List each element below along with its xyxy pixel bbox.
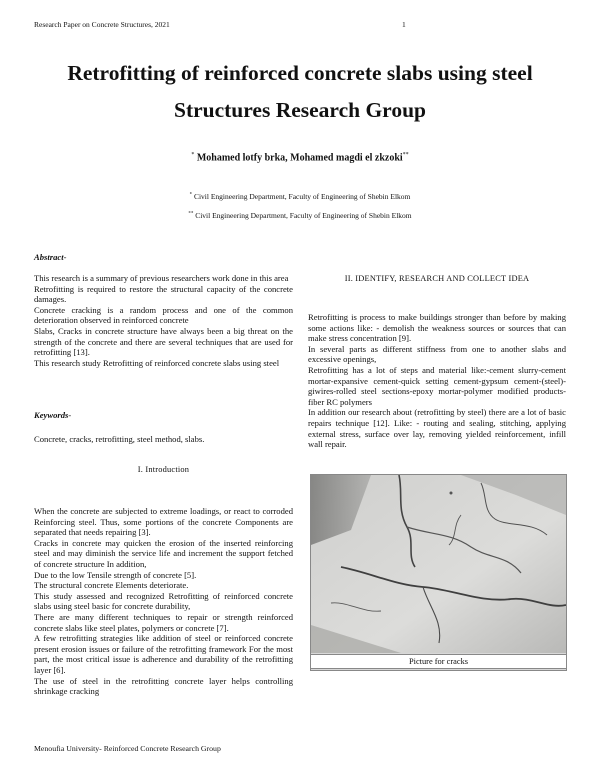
figure-caption: Picture for cracks [310,654,567,669]
author-mark-2: ** [402,152,409,158]
affiliation-1 [30,192,570,201]
intro-paragraph: The use of steel in the retrofitting concrete layer helps controlling shrinkage cracking [34,675,293,697]
section-1-title: I. Introduction [137,465,190,474]
keywords-text: Concrete, cracks, retrofitting, steel method, slabs. [34,434,205,444]
section-2-body [308,312,566,450]
page-footer: Menoufia University- Reinforced Concrete Research Group [34,744,221,753]
author-names: Mohamed lotfy brka, Mohamed magdi el zkzoki [196,152,403,164]
intro-paragraph: Cracks in concrete may quicken the erosion of the inserted reinforcing steel and may diminish the service life and increment the support fetched of concrete structure In addition, [34,537,293,569]
intro-paragraph: The structural concrete Elements deteriorate. [34,580,189,591]
affiliation-mark: * [189,192,193,198]
crack-photo [310,474,567,671]
section-2-paragraph: Retrofitting has a lot of steps and material like:-cement slurry-cement mortar-expansive cement-quick setting cement-gypsum cement-(steel)-giwires-rolled steel sections-epoxy mortar-polymer modified products-fiber RC polymers [308,364,566,407]
abstract-paragraph: Slabs, Cracks in concrete structure have always been a big threat on the strength of the concrete and there are several techniques that are used for retrofitting [13]. [34,325,293,358]
cracked-concrete-slab-photo [311,475,566,653]
section-2-paragraph: In several parts as different stiffness from one to another slabs and excessive openings, [308,343,566,365]
intro-paragraph: When the concrete are subjected to extreme loadings, or react to corroded Reinforcing steel. Thus, some portions of the concrete Components are separated that needs repairing [3]. [34,506,293,538]
abstract-body [34,273,293,368]
affiliation-text: Civil Engineering Department, Faculty of Engineering of Shebin Elkom [193,192,411,201]
section-2-paragraph: In addition our research about (retrofitting by steel) there are a lot of basic repairs technique [12]. Like: - routing and sealing, stitching, applying external stress, surface over lay, removing yielded reinforcement, infill wall repair. [308,407,566,450]
introduction-body [34,506,293,697]
author-mark-1: * [191,152,195,158]
keywords-heading: Keywords- [34,410,72,420]
affiliation-2 [30,211,570,220]
intro-paragraph: A few retrofitting strategies like addition of steel or reinforced concrete present erosion issues or failure of the retrofitting framework For the most part, the most critical issue is adherence and durability of the retrofitting layer [6]. [34,633,293,675]
author-line [30,152,570,163]
page-number: 1 [402,20,406,29]
abstract-paragraph: This research is a summary of previous researchers work done in this area [34,273,289,283]
intro-paragraph: This study assessed and recognized Retrofitting of reinforced concrete slabs using steel basic for concrete durability, [34,590,293,612]
affiliation-text: Civil Engineering Department, Faculty of Engineering of Shebin Elkom [195,211,412,220]
section-2-title: II. IDENTIFY, RESEARCH AND COLLECT IDEA [344,274,530,283]
running-title: Research Paper on Concrete Structures, 2021 [34,20,170,29]
intro-paragraph: There are many different techniques to repair or strength reinforced concrete slabs like steel plates, polymers or concrete [7]. [34,611,293,633]
paper-title-line2: Structures Research Group [173,98,427,122]
abstract-heading: Abstract- [34,252,67,262]
abstract-paragraph: This research study Retrofitting of reinforced concrete slabs using steel [34,357,280,368]
affiliation-mark: ** [188,211,194,217]
abstract-paragraph: Retrofitting is required to restore the structural capacity of the concrete damages. [34,283,293,305]
section-2-paragraph: Retrofitting is process to make buildings stronger than before by making some actions like: - demolish the weakness sources or sources that can make stress concentration [9]. [308,312,566,344]
paper-title-line1: Retrofitting of reinforced concrete slabs using steel [67,61,533,85]
abstract-paragraph: Concrete cracking is a random process and one of the common deterioration observed in reinforced concrete [34,304,293,326]
intro-paragraph: Due to the low Tensile strength of concrete [5]. [34,569,197,580]
